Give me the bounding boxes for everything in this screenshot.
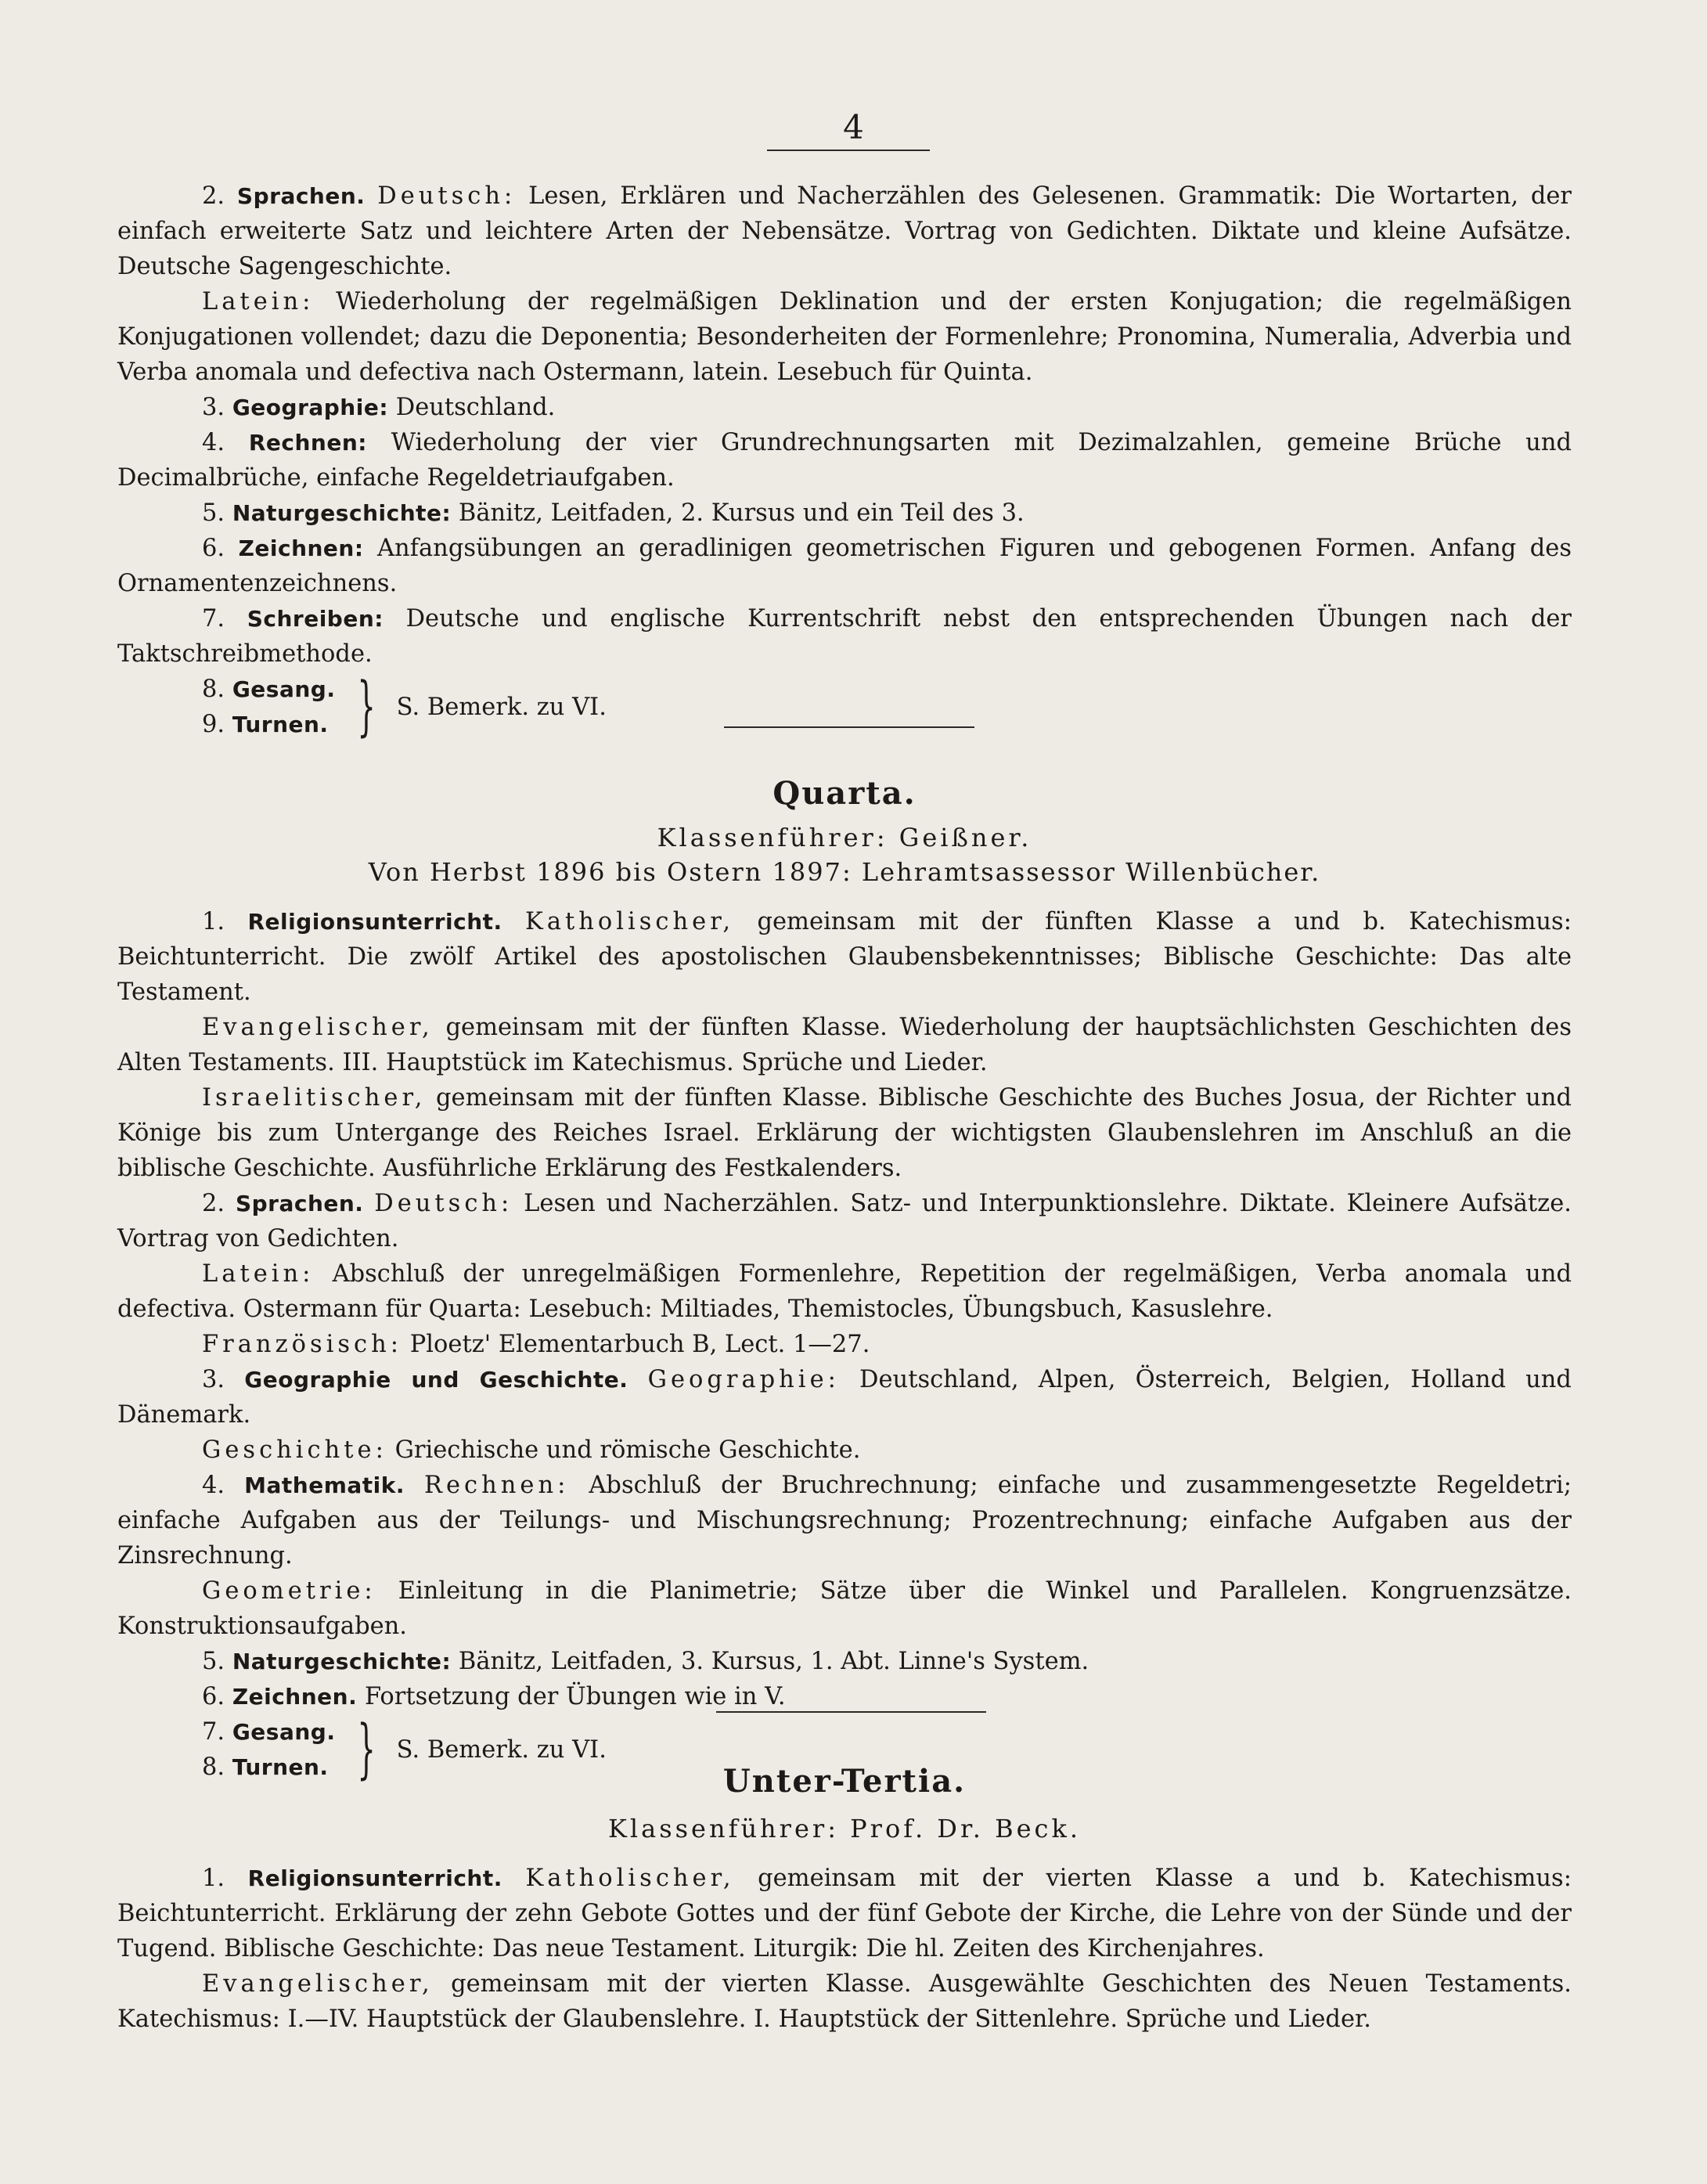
quinta-rechnen: 4. Rechnen: Wiederholung der vier Grundrechnungsarten mit Dezimalzahlen, gemeine Brüche und Decimalbrüche, einfache Regeldetriaufgaben. [117, 429, 1572, 492]
quarta-sprachen-franz: Französisch: Ploetz' Elementarbuch B, Lect. 1—27. [202, 1331, 870, 1358]
quarta-title: Quarta. [772, 775, 917, 812]
quinta-zeichnen: 6. Zeichnen: Anfangsübungen an geradlinigen geometrischen Figuren und gebogenen Formen. Anfang des Ornamentenzeichnens. [117, 535, 1572, 597]
quinta-naturgeschichte: 5. Naturgeschichte: Bänitz, Leitfaden, 2. Kursus und ein Teil des 3. [202, 499, 1025, 527]
quarta-geometrie: Geometrie: Einleitung in die Planimetrie; Sätze über die Winkel und Parallelen. Kongruenzsätze. Konstruktionsaufgaben. [117, 1577, 1572, 1640]
section-divider [716, 1711, 986, 1713]
untertertia-section [117, 1763, 1572, 2037]
quinta-continued-section [117, 178, 1572, 742]
quarta-zeichnen: 6. Zeichnen. Fortsetzung der Übungen wie in V. [202, 1683, 786, 1710]
quinta-bemerk: S. Bemerk. zu VI. [396, 693, 607, 721]
untertertia-title: Unter-Tertia. [722, 1763, 967, 1800]
quinta-turnen: 9. Turnen. [202, 711, 329, 738]
quarta-vertretung: Von Herbst 1896 bis Ostern 1897: Lehramtsassessor Willenbücher. [368, 857, 1321, 887]
quarta-religion-ev: Evangelischer, gemeinsam mit der fünften Klasse. Wiederholung der hauptsächlichsten Geschichten des Alten Testaments. III. Hauptstück im Katechismus. Sprüche und Lieder. [117, 1014, 1572, 1076]
brace-icon: } [357, 1712, 376, 1786]
untertertia-religion-kath: 1. Religionsunterricht. Katholischer, gemeinsam mit der vierten Klasse a und b. Katechismus: Beichtunterricht. Erklärung der zehn Gebote Gottes und der fünf Gebote der Kirche, die Lehre von der Sünde und der Tugend. Biblische Geschichte: Das neue Testament. Liturgik: Die hl. Zeiten des Kirchenjahres. [117, 1865, 1572, 1962]
quinta-geographie: 3. Geographie: Deutschland. [202, 394, 556, 421]
quarta-rechnen: 4. Mathematik. Rechnen: Abschluß der Bruchrechnung; einfache und zusammengesetzte Regeldetri; einfache Aufgaben aus der Teilungs- und Mischungsrechnung; Prozentrechnung; einfache Aufgaben aus der Zinsrechnung. [117, 1472, 1572, 1570]
quarta-naturgeschichte: 5. Naturgeschichte: Bänitz, Leitfaden, 3. Kursus, 1. Abt. Linne's System. [202, 1648, 1089, 1675]
quarta-turnen: 8. Turnen. [202, 1753, 329, 1781]
quarta-sprachen-deutsch: 2. Sprachen. Deutsch: Lesen und Nacherzählen. Satz- und Interpunktionslehre. Diktate. Kleinere Aufsätze. Vortrag von Gedichten. [117, 1190, 1572, 1252]
section-divider [724, 726, 974, 728]
quarta-bemerk: S. Bemerk. zu VI. [396, 1735, 607, 1764]
quarta-geschichte: Geschichte: Griechische und römische Geschichte. [202, 1436, 861, 1464]
page-number: 4 [843, 108, 864, 146]
header-rule [767, 150, 930, 151]
quinta-sprachen-latein: Latein: Wiederholung der regelmäßigen Deklination und der ersten Konjugation; die regelmäßigen Konjugationen vollendet; dazu die Deponentia; Besonderheiten der Formenlehre; Pronomina, Numeralia, Adverbia und Verba anomala und defectiva nach Ostermann, latein. Lesebuch für Quinta. [117, 288, 1572, 386]
quinta-sprachen-deutsch: 2. Sprachen. Deutsch: Lesen, Erklären und Nacherzählen des Gelesenen. Grammatik: Die Wortarten, der einfach erweiterte Satz und leichtere Arten der Nebensätze. Vortrag von Gedichten. Diktate und kleine Aufsätze. Deutsche Sagengeschichte. [117, 182, 1572, 280]
brace-icon: } [357, 669, 376, 744]
quarta-religion-kath: 1. Religionsunterricht. Katholischer, gemeinsam mit der fünften Klasse a und b. Katechismus: Beichtunterricht. Die zwölf Artikel des apostolischen Glaubensbekenntnisses; Biblische Geschichte: Das alte Testament. [117, 908, 1572, 1006]
quarta-religion-isr: Israelitischer, gemeinsam mit der fünften Klasse. Biblische Geschichte des Buches Josua, der Richter und Könige bis zum Untergange des Reiches Israel. Erklärung der wichtigsten Glaubenslehren im Anschluß an die biblische Geschichte. Ausführliche Erklärung des Festkalenders. [117, 1084, 1572, 1182]
quarta-klassenfuehrer: Klassenführer: Geißner. [657, 823, 1032, 852]
quinta-schreiben: 7. Schreiben: Deutsche und englische Kurrentschrift nebst den entsprechenden Übungen nach der Taktschreibmethode. [117, 605, 1572, 668]
quarta-gesang: 7. Gesang. [202, 1718, 336, 1746]
quarta-sprachen-latein: Latein: Abschluß der unregelmäßigen Formenlehre, Repetition der regelmäßigen, Verba anomala und defectiva. Ostermann für Quarta: Lesebuch: Miltiades, Themistocles, Übungsbuch, Kasuslehre. [117, 1260, 1572, 1323]
quarta-geographie: 3. Geographie und Geschichte. Geographie: Deutschland, Alpen, Österreich, Belgien, Holland und Dänemark. [117, 1366, 1572, 1429]
quarta-section [117, 775, 1572, 1785]
untertertia-klassenfuehrer: Klassenführer: Prof. Dr. Beck. [607, 1814, 1081, 1843]
untertertia-religion-ev: Evangelischer, gemeinsam mit der vierten Klasse. Ausgewählte Geschichten des Neuen Testaments. Katechismus: I.—IV. Hauptstück der Glaubenslehre. I. Hauptstück der Sittenlehre. Sprüche und Lieder. [117, 1970, 1572, 2033]
quinta-gesang: 8. Gesang. [202, 676, 336, 703]
quinta-gesang-turnen [202, 669, 1572, 744]
